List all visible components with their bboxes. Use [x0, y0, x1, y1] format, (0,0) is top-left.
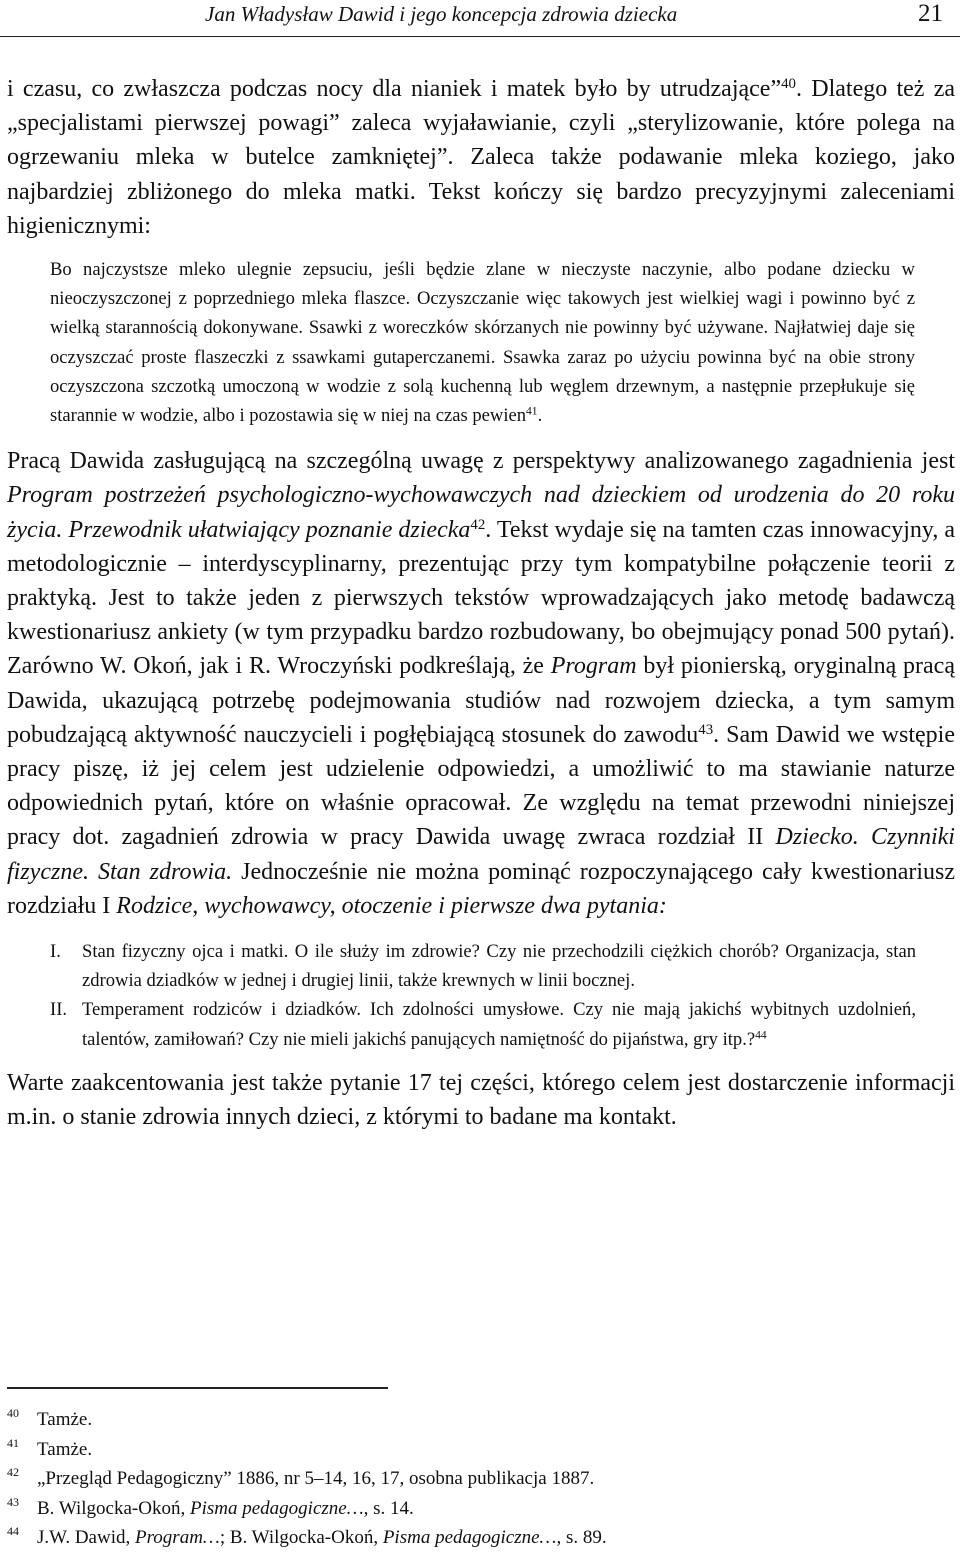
footnote-ref: 41: [526, 405, 538, 418]
footnote-text: , s. 89.: [556, 1527, 607, 1548]
running-title: Jan Władysław Dawid i jego koncepcja zdrowia dziecka: [205, 2, 678, 26]
footnote-number: 44: [7, 1524, 19, 1538]
text-span: Jednocześnie nie można pominąć rozpoczynającego cały kwestionariusz rozdziału I: [7, 858, 955, 919]
footnote-ref: 42: [470, 516, 486, 533]
footnote-text: B. Wilgocka-Okoń,: [37, 1497, 190, 1519]
footnotes: [7, 1405, 907, 1553]
footnote-number: 41: [7, 1435, 19, 1450]
footnote-ref: 40: [781, 75, 796, 92]
work-title: Program postrzeżeń psychologiczno-wychowawczych nad dzieckiem od urodzenia do 20 roku życia. Przewodnik ułatwiający poznanie dziecka: [7, 482, 955, 543]
footnote-number: 43: [7, 1494, 19, 1509]
paragraph-2: [7, 444, 955, 923]
paragraph-1: [7, 72, 955, 243]
list-item: [50, 995, 916, 1053]
text-span: . Tekst wydaje się na tamten czas innowacyjny, a metodologicznie – interdyscyplinarny, prezentując przy tym kompatybilne połączenie teorii z praktyką. Jest to także jeden z pierwszych tekstów wprowadzających jako metodę badawczą kwestionariusz ankiety (w tym przypadku bardzo rozbudowany, bo obejmujący ponad 500 pytań). Zarówno W. Okoń, jak i R. Wroczyński podkreślają, że: [7, 516, 955, 680]
footnote-number: 42: [7, 1465, 19, 1479]
footnote-ref: 44: [755, 1029, 767, 1042]
chapter-title: Dziecko. Czynniki fizyczne. Stan zdrowia.: [7, 824, 955, 885]
block-quote: [50, 255, 915, 430]
text-span: . Dlatego też za „specjalistami pierwszej powagi” zaleca wyjaławianie, czyli „sterylizowanie, które polega na ogrzewaniu mleka w butelce zamkniętej”. Zaleca także podawanie mleka koziego, jako najbardziej zbliżonego do mleka matki. Tekst kończy się bardzo precyzyjnymi zaleceniami higienicznymi:: [7, 76, 956, 239]
footnote-ref: 43: [698, 721, 714, 738]
list-item: [50, 937, 916, 995]
footnote-text: „Przegląd Pedagogiczny” 1886, nr 5–14, 16, 17, osobna publikacja 1887.: [37, 1468, 595, 1489]
footnote-text: Tamże.: [37, 1438, 93, 1460]
footnote: [7, 1464, 907, 1494]
footnote-text: ; B. Wilgocka-Okoń,: [219, 1527, 383, 1548]
footnote: [7, 1435, 907, 1465]
footnote-text: Tamże.: [37, 1409, 93, 1430]
text-span: . Sam Dawid we wstępie pracy piszę, iż jej celem jest udzielenie odpowiedzi, a umożliwić to ma stawianie naturze odpowiednich pytań, które on właśnie opracował. Ze względu na temat przewodni niniejszej pracy dot. zagadnień zdrowia w pracy Dawida uwagę zwraca rozdział II: [7, 721, 955, 851]
footnote-italic: Pisma pedagogiczne…: [382, 1527, 557, 1548]
paragraph-3: Warte zaakcentowania jest także pytanie 17 tej części, którego celem jest dostarczenie informacji m.in. o stanie zdrowia innych dzieci, z którymi to badane ma kontakt.: [7, 1069, 955, 1131]
footnote: [7, 1405, 907, 1435]
footnote: [7, 1494, 907, 1524]
text-span: był pionierską, oryginalną pracą Dawida, ukazującą potrzebę podejmowania studiów nad rozwojem dziecka, a tym samym pobudzającą aktywność nauczycieli i pogłębiającą stosunek do zawodu: [7, 653, 955, 748]
list-number: I.: [50, 941, 61, 963]
running-header: [0, 0, 960, 37]
footnote-italic: Pisma pedagogiczne…: [189, 1497, 364, 1519]
text-span: Pracą Dawida zasługującą na szczególną uwagę z perspektywy analizowanego zagadnienia jest: [7, 448, 955, 475]
question-list: [50, 937, 916, 1054]
work-title-short: Program: [550, 653, 637, 680]
footnote-italic: Program…: [135, 1527, 220, 1548]
chapter-title: Rodzice, wychowawcy, otoczenie i pierwsze dwa pytania:: [116, 892, 667, 919]
footnote-text: , s. 14.: [363, 1497, 414, 1519]
list-text: Stan fizyczny ojca i matki. O ile służy im zdrowie? Czy nie przechodzili ciężkich chorób? Organizacja, stan zdrowia dziadków w jednej i drugiej linii, także krewnych w linii bocznej.: [82, 941, 916, 992]
page-number: 21: [918, 0, 943, 27]
text-span: i czasu, co zwłaszcza podczas nocy dla nianiek i matek było by utrudzające”: [7, 76, 782, 102]
footnote: [7, 1523, 907, 1553]
list-text: Temperament rodziców i dziadków. Ich zdolności umysłowe. Czy nie mają jakichś wybitnych uzdolnień, talentów, zamiłowań? Czy nie mieli jakichś panujących namiętność do pijaństwa, gry itp.?: [82, 999, 916, 1050]
text-span: .: [537, 405, 543, 427]
main-text: [7, 72, 955, 1134]
footnote-separator: [7, 1387, 388, 1389]
quote-text: Bo najczystsze mleko ulegnie zepsuciu, jeśli będzie zlane w nieczyste naczynie, albo podane dziecku w nieoczyszczonej z poprzedniego mleka flaszce. Oczyszczanie więc takowych jest wielkiej wagi i powinno być z wielką starannością dokonywane. Ssawki z woreczków skórzanych nie powinny być używane. Najłatwiej daje się oczyszczać proste flaszeczki z ssawkami gutaperczanemi. Ssawka zaraz po użyciu powinna być na obie strony oczyszczona szczotką umoczoną w wodzie z solą kuchenną lub węglem drzewnym, a następnie przepłukuje się starannie w wodzie, albo i pozostawia się w niej na czas pewien: [50, 259, 915, 427]
footnote-text: J.W. Dawid,: [37, 1527, 135, 1548]
footnote-number: 40: [7, 1406, 19, 1420]
list-number: II.: [50, 999, 68, 1021]
